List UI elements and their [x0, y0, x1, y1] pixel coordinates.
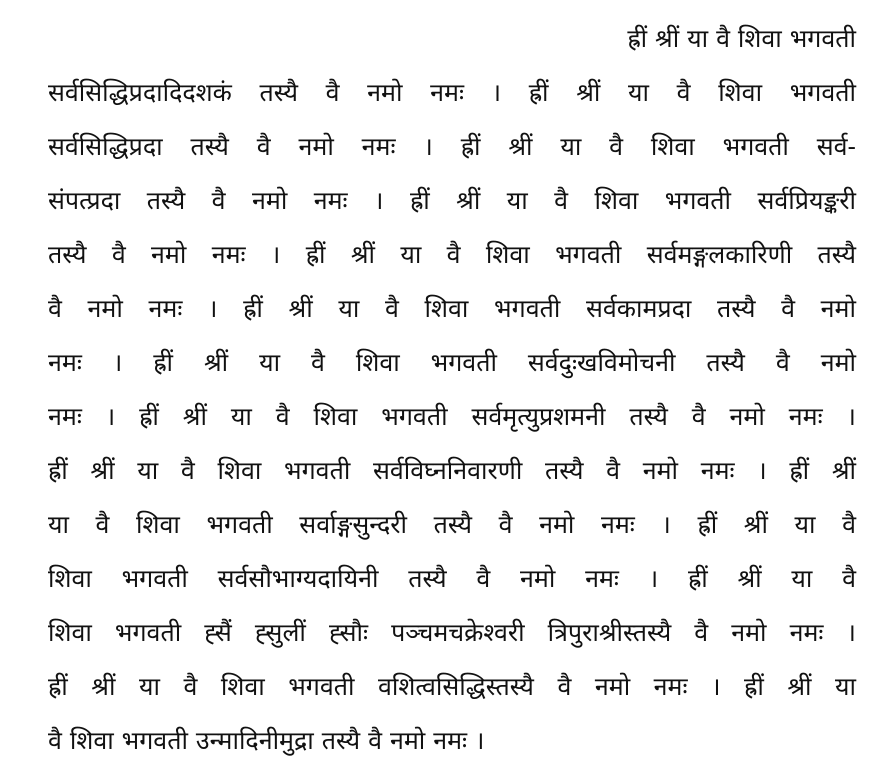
text-line: ह्रीं श्रीं या वै शिवा भगवती सर्वविघ्ननिवारणी तस्यै वै नमो नमः । ह्रीं श्रीं — [48, 456, 856, 485]
text-line: या वै शिवा भगवती सर्वाङ्गसुन्दरी तस्यै वै नमो नमः । ह्रीं श्रीं या वै — [48, 510, 856, 539]
text-line: शिवा भगवती सर्वसौभाग्यदायिनी तस्यै वै नमो नमः । ह्रीं श्रीं या वै — [48, 564, 856, 593]
text-line: संपत्प्रदा तस्यै वै नमो नमः । ह्रीं श्रीं या वै शिवा भगवती सर्वप्रियङ्करी — [48, 186, 856, 215]
text-line: ह्रीं श्रीं या वै शिवा भगवती वशित्वसिद्धिस्तस्यै वै नमो नमः । ह्रीं श्रीं या — [48, 672, 856, 701]
text-line: शिवा भगवती ह्सैं ह्सुलीं ह्सौः पञ्चमचक्रेश्वरी त्रिपुराश्रीस्तस्यै वै नमो नमः । — [48, 618, 856, 647]
text-line: वै शिवा भगवती उन्मादिनीमुद्रा तस्यै वै नमो नमः । — [48, 726, 485, 755]
text-line: ह्रीं श्रीं या वै शिवा भगवती — [627, 24, 856, 53]
text-line: तस्यै वै नमो नमः । ह्रीं श्रीं या वै शिवा भगवती सर्वमङ्गलकारिणी तस्यै — [48, 240, 856, 269]
text-line: नमः । ह्रीं श्रीं या वै शिवा भगवती सर्वदुःखविमोचनी तस्यै वै नमो — [48, 348, 856, 377]
text-line: नमः । ह्रीं श्रीं या वै शिवा भगवती सर्वमृत्युप्रशमनी तस्यै वै नमो नमः । — [48, 402, 856, 431]
sanskrit-text-block — [48, 12, 856, 762]
text-line: वै नमो नमः । ह्रीं श्रीं या वै शिवा भगवती सर्वकामप्रदा तस्यै वै नमो — [48, 294, 856, 323]
text-line: सर्वसिद्धिप्रदा तस्यै वै नमो नमः । ह्रीं श्रीं या वै शिवा भगवती सर्व- — [48, 132, 856, 161]
text-line: सर्वसिद्धिप्रदादिदशकं तस्यै वै नमो नमः । ह्रीं श्रीं या वै शिवा भगवती — [48, 78, 856, 107]
